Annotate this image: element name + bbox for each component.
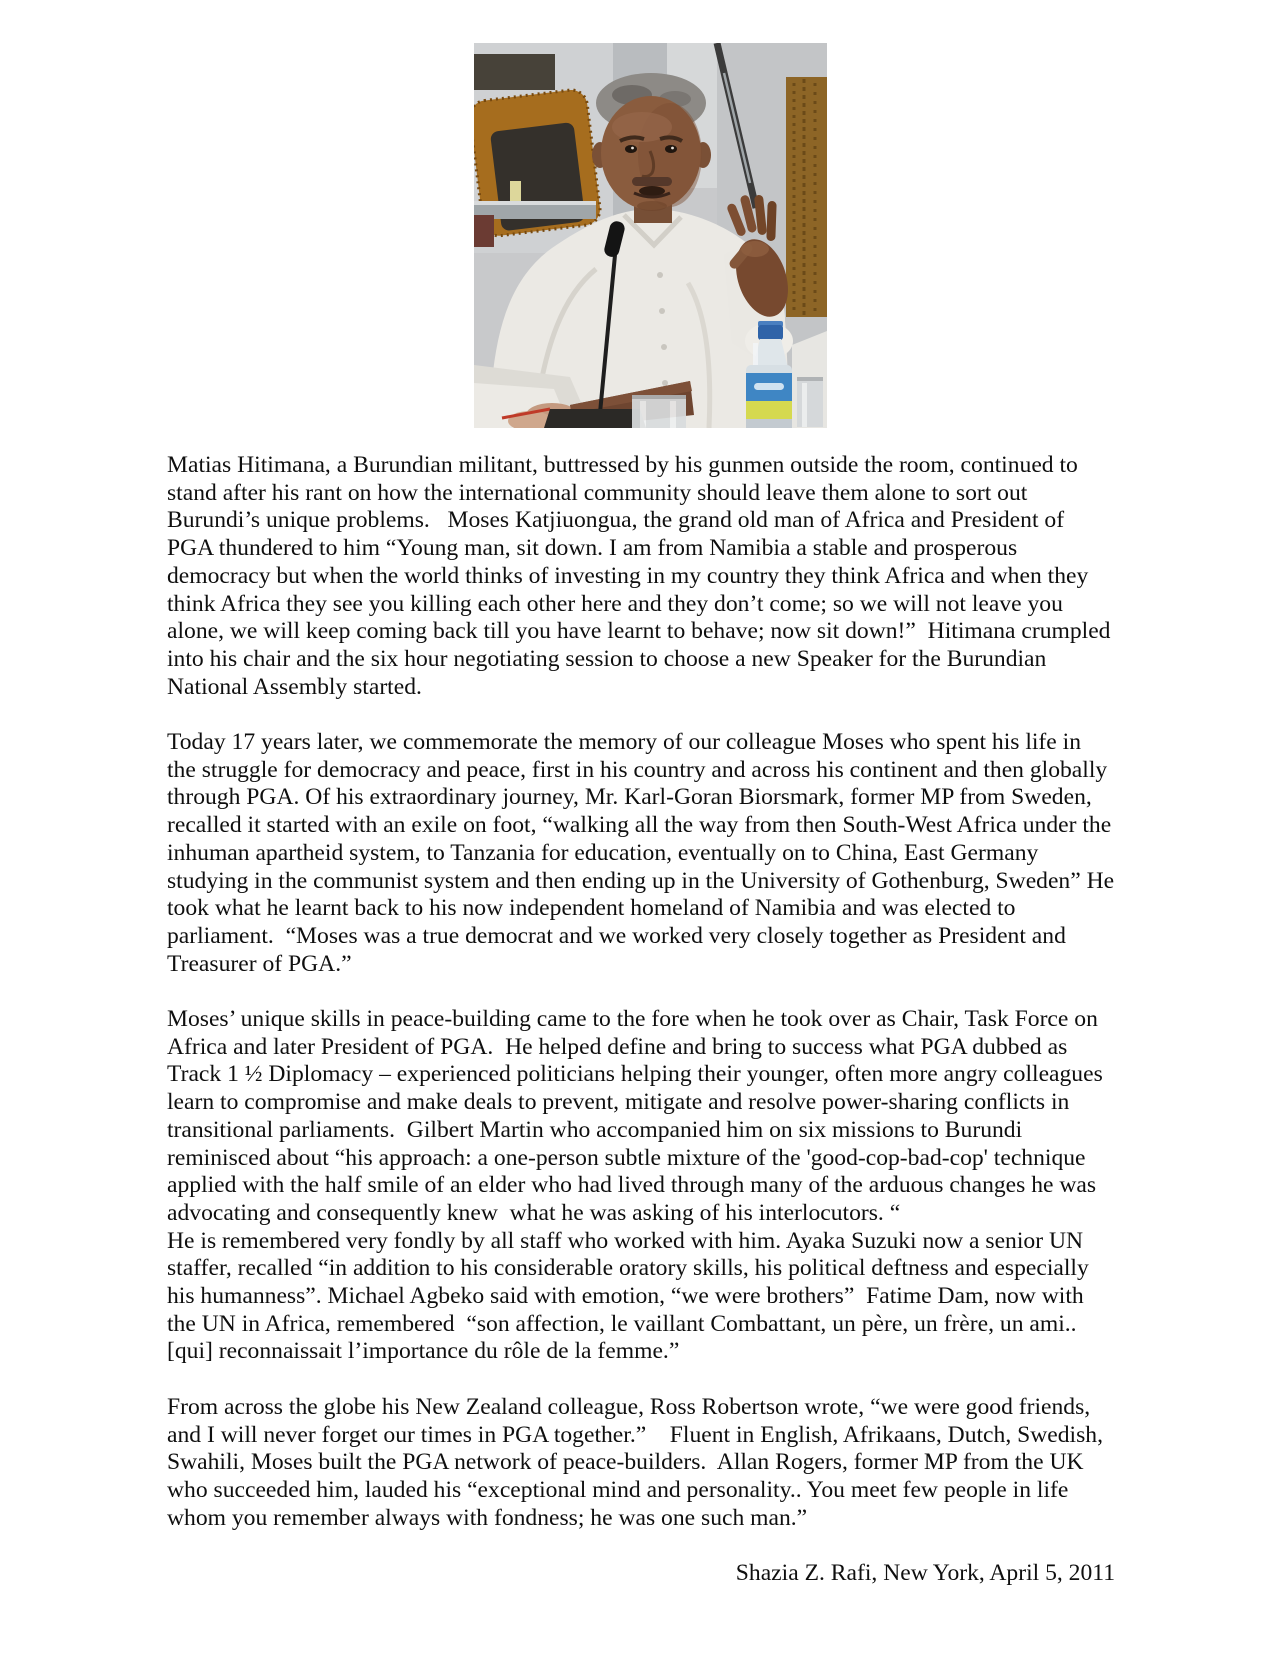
paragraph-hitimana-anecdote: Matias Hitimana, a Burundian militant, buttressed by his gunmen outside the room, continued to stand after his rant on how the international community should leave them alone to sort out Burundi’s unique problems. Moses Katjiuongua, the grand old man of Africa and President of PGA thundered to him “Young man, sit down. I am from Namibia a stable and prosperous democracy but when the world thinks of investing in my country they think Africa and when they think Africa they see you killing each other here and they don’t come; so we will not leave you alone, we will keep coming back till you have learnt to behave; now sit down!” Hitimana crumpled into his chair and the six hour negotiating session to choose a new Speaker for the Burundian National Assembly started. <box>167 452 1117 700</box>
paragraph-peace-building: Moses’ unique skills in peace-building came to the fore when he took over as Chair, Task Force on Africa and later President of PGA. He helped define and bring to success what PGA dubbed as Track 1 ½ Diplomacy – experienced politicians helping their younger, often more angry colleagues learn to compromise and make deals to prevent, mitigate and resolve power-sharing conflicts in transitional parliaments. Gilbert Martin who accompanied him on six missions to Burundi reminisced about “his approach: a one-person subtle mixture of the 'good-cop-bad-cop' technique applied with the half smile of an elder who had lived through many of the arduous changes he was advocating and consequently knew what he was asking of his interlocutors. “ <box>167 1006 1109 1226</box>
signature-line: Shazia Z. Rafi, New York, April 5, 2011 <box>735 1560 1115 1587</box>
paragraph-global-tributes: From across the globe his New Zealand colleague, Ross Robertson wrote, “we were good friends, and I will never forget our times in PGA together.” Fluent in English, Afrikaans, Dutch, Swedish, Swahili, Moses built the PGA network of peace-builders. Allan Rogers, former MP from the UK who succeeded him, lauded his “exceptional mind and personality.. You meet few people in life whom you remember always with fondness; he was one such man.” <box>167 1393 1109 1531</box>
photo-moses-katjiuongua <box>474 43 827 428</box>
wicker-column <box>786 77 827 317</box>
conference-photo-illustration <box>474 43 827 428</box>
drinking-glass <box>632 395 686 428</box>
paragraph-commemoration: Today 17 years later, we commemorate the memory of our colleague Moses who spent his life in the struggle for democracy and peace, first in his country and across his continent and then globally through PGA. Of his extraordinary journey, Mr. Karl-Goran Biorsmark, former MP from Sweden, recalled it started with an exile on foot, “walking all the way from then South-West Africa under the inhuman apartheid system, to Tanzania for education, eventually on to China, East Germany studying in the communist system and then ending up in the University of Gothenburg, Sweden” He took what he learnt back to his now independent homeland of Namibia and was elected to parliament. “Moses was a true democrat and we worked very closely together as President and Treasurer of PGA.” <box>167 729 1121 977</box>
paragraph-staff-memories: He is remembered very fondly by all staff who worked with him. Ayaka Suzuki now a senior UN staffer, recalled “in addition to his considerable oratory skills, his political deftness and especially his humanness”. Michael Agbeko said with emotion, “we were brothers” Fatime Dam, now with the UN in Africa, remembered “son affection, le vaillant Combattant, un père, un frère, un ami.. [qui] reconnaissait l’importance du rôle de la femme.” <box>167 1227 1095 1365</box>
memorial-text <box>167 452 1121 1588</box>
microphone-base <box>544 409 646 428</box>
second-glass <box>797 377 823 427</box>
